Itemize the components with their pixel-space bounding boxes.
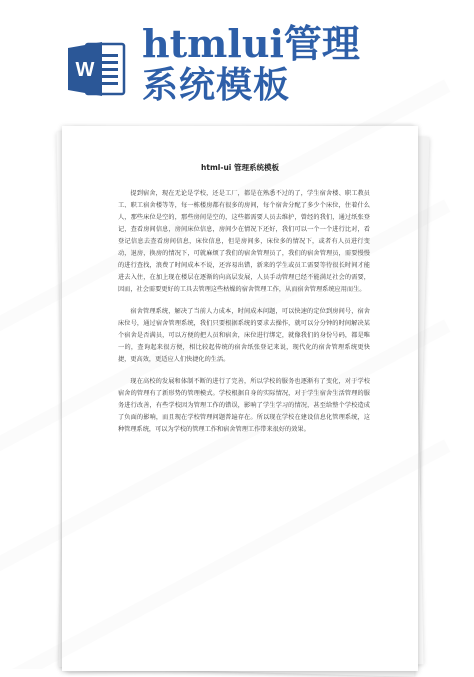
paragraph: 现在高校的发展和体制不断的进行了完善，所以学校的服务也逐渐有了变化，对于学校宿舍的管理有了新形势的管理模式。学校根据自身的实际情况，对于学生宿舍生活管理的服务进行改善，有些学校因为管理工作的错误，影响了学生学习的情况，甚至给整个学校造成了负面的影响，而且现在学校管理问题普遍存在。所以现在学校在建设信息化管理系统，这种管理系统，可以为学校的管理工作和宿舍管理工作带来很好的效果。 <box>118 378 370 433</box>
word-document-icon <box>66 38 128 100</box>
word-icon-letter: W <box>75 59 95 81</box>
banner <box>0 0 474 120</box>
paragraph: 提到宿舍，现在无论是学校，还是工厂，都是在熟悉不过的了，学生宿舍楼、职工教员工、职工宿舍楼等等，每一栋楼房都有很多的房间，每个宿舍分配了多少个床位，住着什么人，那些床位是空的，那些房间是空的，这些都需要人员去维护，曾经的我们，通过纸张登记，查看房间信息，房间床位信息，房间少在情况下还好，我们可以一个一个进行比对，看登记信息去查看房间信息，床位信息，但是房间多，床位多的情况下，或者有人员进行变动，退房，换房的情况下，可就麻烦了我们的宿舍管理员了，我们的宿舍管理员，需要慢慢的进行查找，浪费了时间成本不说，还容易出错，新来的学生或员工需要等待很长时间才能进去入住，在加上现在楼层在逐渐的向高层发展，人员手动管理已经不能满足社会的需要，因而，社会需要更好的工具去管理这些枯燥的宿舍管理工作，从而宿舍管理系统应用而生。 <box>118 190 370 293</box>
document-title: html-ui 管理系统模板 <box>201 163 279 172</box>
banner-title-line1: htmlui管理 <box>142 21 360 66</box>
document-page <box>62 126 418 671</box>
document-body <box>118 188 370 446</box>
banner-title-line2: 系统模板 <box>142 65 291 106</box>
document-preview <box>60 122 420 669</box>
paragraph: 宿舍管理系统，解决了当前人力成本，时间成本问题，可以快速的定位到房间号，宿舍床位号，通过宿舍管理系统，我们只要根据系统的要求去操作，就可以分分钟的时间解决某个宿舍是否满员，可以方便的把人员和宿舍，床位进行绑定，就像我们的身份号码，都是唯一的，查询起来很方便，相比较起传统的宿舍纸张登记来说，现代化的宿舍管理系统更快捷，更高效，更适应人们快捷化的生活。 <box>118 308 370 363</box>
